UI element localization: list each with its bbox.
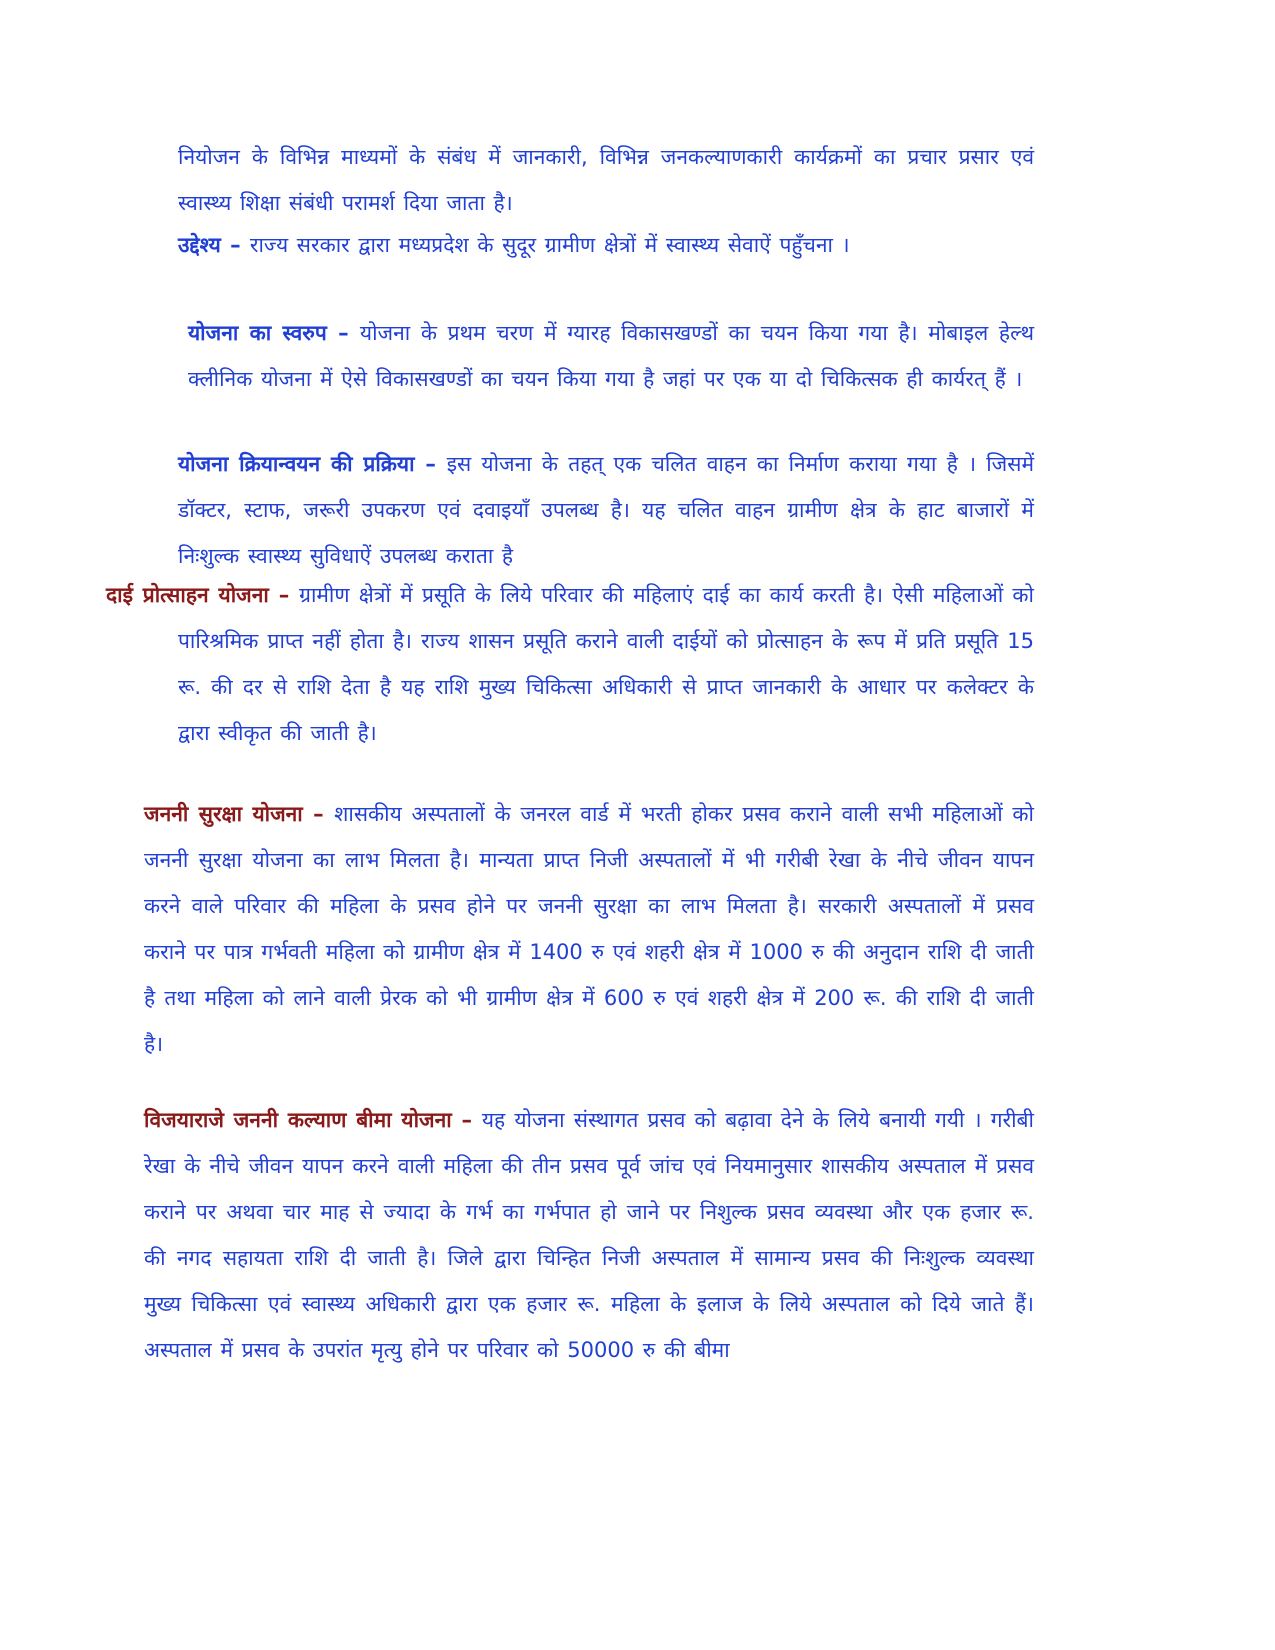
- paragraph-objective: [178, 222, 1034, 268]
- process-dash: –: [414, 452, 447, 476]
- jsy-text: शासकीय अस्पतालों के जनरल वार्ड में भरती होकर प्रसव कराने वाली सभी महिलाओं को जननी सुरक्षा योजना का लाभ मिलता है। मान्यता प्राप्त निजी अस्पतालों में भी गरीबी रेखा के नीचे जीवन यापन करने वाले परिवार की महिला के प्रसव होने पर जननी सुरक्षा का लाभ मिलता है। सरकारी अस्पतालों में प्रसव कराने पर पात्र गर्भवती महिला को ग्रामीण क्षेत्र में 1400 रु एवं शहरी क्षेत्र में 1000 रु की अनुदान राशि दी जाती है तथा महिला को लाने वाली प्रेरक को भी ग्रामीण क्षेत्र में 600 रु एवं शहरी क्षेत्र में 200 रू. की राशि दी जाती है।: [144, 802, 1035, 1056]
- vijaya-dash: –: [451, 1108, 482, 1132]
- nature-dash: –: [326, 321, 360, 345]
- paragraph-implementation-process: [178, 441, 1034, 579]
- vijaya-heading: विजयाराजे जननी कल्याण बीमा योजना: [144, 1108, 452, 1132]
- paragraph-scheme-nature: [188, 310, 1034, 402]
- objective-heading: उद्देश्य: [178, 233, 221, 257]
- nature-heading: योजना का स्वरुप: [188, 321, 327, 345]
- process-heading: योजना क्रियान्वयन की प्रक्रिया: [178, 452, 415, 476]
- dai-heading: दाई प्रोत्साहन योजना: [106, 583, 269, 607]
- dai-text: ग्रामीण क्षेत्रों में प्रसूति के लिये परिवार की महिलाएं दाई का कार्य करती है। ऐसी महिलाओं को पारिश्रमिक प्राप्त नहीं होता है। राज्य शासन प्रसूति कराने वाली दाईयों को प्रोत्साहन के रूप में प्रति प्रसूति 15 रू. की दर से राशि देता है यह राशि मुख्य चिकित्सा अधिकारी से प्राप्त जानकारी के आधार पर कलेक्टर के द्वारा स्वीकृत की जाती है।: [178, 583, 1034, 745]
- vijaya-text: यह योजना संस्थागत प्रसव को बढ़ावा देने के लिये बनायी गयी । गरीबी रेखा के नीचे जीवन यापन करने वाली महिला की तीन प्रसव पूर्व जांच एवं नियमानुसार शासकीय अस्पताल में प्रसव कराने पर अथवा चार माह से ज्यादा के गर्भ का गर्भपात हो जाने पर निशुल्क प्रसव व्यवस्था और एक हजार रू. की नगद सहायता राशि दी जाती है। जिले द्वारा चिन्हित निजी अस्पताल में सामान्य प्रसव की निःशुल्क व्यवस्था मुख्य चिकित्सा एवं स्वास्थ्य अधिकारी द्वारा एक हजार रू. महिला के इलाज के लिये अस्पताल को दिये जाते हैं। अस्पताल में प्रसव के उपरांत मृत्यु होने पर परिवार को 50000 रु की बीमा: [144, 1108, 1034, 1362]
- jsy-heading: जननी सुरक्षा योजना: [144, 802, 303, 826]
- objective-text: राज्य सरकार द्वारा मध्यप्रदेश के सुदूर ग्रामीण क्षेत्रों में स्वास्थ्य सेवाऐं पहुँचना ।: [249, 233, 850, 257]
- paragraph-intro: नियोजन के विभिन्न माध्यमों के संबंध में जानकारी, विभिन्न जनकल्याणकारी कार्यक्रमों का प्रचार प्रसार एवं स्वास्थ्य शिक्षा संबंधी परामर्श दिया जाता है।: [178, 145, 1034, 215]
- paragraph-dai-incentive: [106, 572, 1034, 756]
- paragraph-vijayaraje-insurance: [144, 1097, 1034, 1373]
- paragraph-janani-suraksha: [144, 791, 1034, 1067]
- process-text: इस योजना के तहत् एक चलित वाहन का निर्माण कराया गया है । जिसमें डॉक्टर, स्टाफ, जरूरी उपकरण एवं दवाइयाँ उपलब्ध है। यह चलित वाहन ग्रामीण क्षेत्र के हाट बाजारों में निःशुल्क स्वास्थ्य सुविधाऐं उपलब्ध कराता है: [178, 452, 1035, 568]
- objective-dash: –: [220, 233, 250, 257]
- dai-dash: –: [268, 583, 300, 607]
- jsy-dash: –: [302, 802, 335, 826]
- nature-text: योजना के प्रथम चरण में ग्यारह विकासखण्डों का चयन किया गया है। मोबाइल हेल्थ क्लीनिक योजना में ऐसे विकासखण्डों का चयन किया गया है जहां पर एक या दो चिकित्सक ही कार्यरत् हैं ।: [188, 321, 1035, 391]
